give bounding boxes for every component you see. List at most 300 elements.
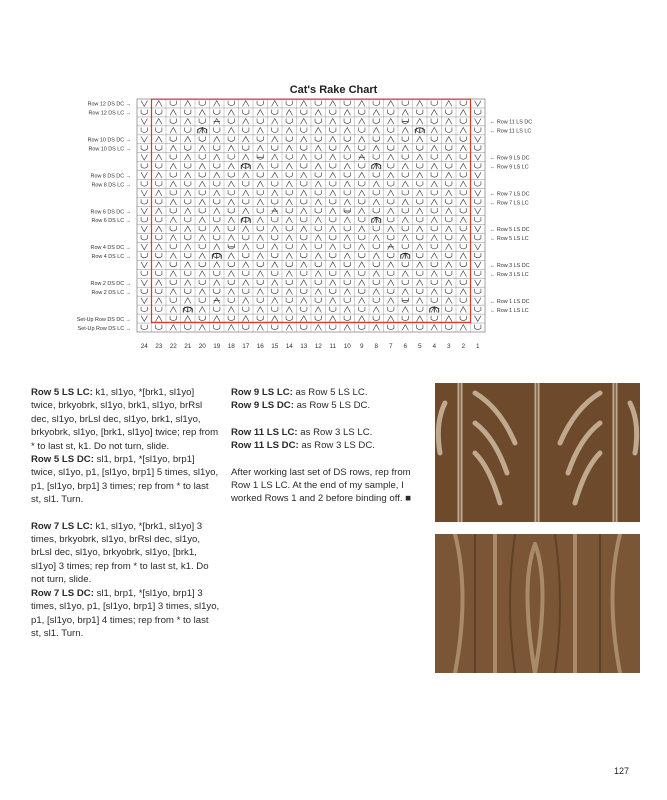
- stitch-symbol: [359, 226, 365, 232]
- stitch-symbol: [286, 101, 292, 106]
- stitch-symbol: [330, 190, 336, 196]
- stitch-symbol: [475, 280, 481, 286]
- stitch-symbol: [301, 316, 307, 322]
- stitch-symbol: [257, 271, 263, 277]
- stitch-symbol: [170, 110, 176, 116]
- stitch-symbol: [185, 163, 191, 168]
- stitch-symbol: [257, 253, 263, 259]
- stitch-symbol: [199, 154, 205, 159]
- stitch-symbol: [257, 127, 263, 133]
- stitch-symbol: [286, 136, 292, 141]
- stitch-symbol: [170, 172, 176, 177]
- stitch-symbol: [388, 190, 394, 196]
- stitch-symbol: [315, 253, 321, 259]
- stitch-symbol: [460, 226, 466, 231]
- chart-title: Cat's Rake Chart: [289, 84, 378, 96]
- stitch-symbol: [243, 316, 249, 322]
- stitch-symbol: [286, 307, 292, 313]
- stitch-symbol: [257, 190, 263, 195]
- stitch-symbol: [359, 101, 365, 107]
- stitch-symbol: [315, 154, 321, 159]
- row-label-left: Row 4 DS DC →: [90, 245, 131, 252]
- stitch-symbol: [301, 172, 307, 178]
- stitch-symbol: [475, 208, 481, 214]
- stitch-symbol: [243, 136, 249, 142]
- stitch-symbol: [185, 298, 191, 304]
- column-number: 24: [140, 343, 148, 350]
- stitch-symbol: [170, 199, 176, 205]
- stitch-symbol: [257, 208, 263, 213]
- stitch-symbol: [272, 280, 278, 286]
- stitch-symbol: [170, 298, 176, 303]
- instruction-row11-dc: [231, 439, 411, 452]
- row-label-left: Row 2 DS LC →: [91, 289, 131, 296]
- stitch-symbol: [214, 289, 220, 294]
- stitch-symbol: [315, 208, 321, 213]
- stitch-symbol: [156, 119, 162, 125]
- stitch-symbol: [388, 119, 394, 125]
- stitch-symbol: [417, 181, 423, 186]
- stitch-symbol: [315, 325, 321, 331]
- stitch-symbol: [431, 145, 437, 151]
- stitch-symbol: [257, 119, 263, 124]
- stitch-symbol: [243, 145, 249, 150]
- stitch-symbol: [315, 136, 321, 141]
- stitch-symbol: [257, 136, 263, 141]
- stitch-symbol: [402, 271, 408, 277]
- stitch-symbol: [446, 172, 452, 178]
- stitch-symbol: [301, 119, 307, 125]
- stitch-symbol: [388, 226, 394, 232]
- stitch-symbol: [315, 307, 321, 313]
- stitch-symbol: [185, 172, 191, 178]
- stitch-symbol: [446, 181, 452, 186]
- stitch-symbol: [359, 289, 365, 294]
- stitch-symbol: [257, 244, 263, 249]
- stitch-symbol: [185, 262, 191, 268]
- stitch-symbol: [330, 154, 336, 160]
- instruction-body: as Row 5 LS DC.: [293, 400, 371, 412]
- stitch-symbol: [156, 181, 162, 186]
- stitch-symbol: [315, 271, 321, 277]
- stitch-symbol: [257, 289, 263, 295]
- stitch-symbol: [272, 316, 278, 322]
- stitch-symbol: [388, 235, 394, 240]
- stitch-symbol: [330, 289, 336, 294]
- stitch-symbol: [431, 136, 437, 141]
- stitch-symbol: [417, 199, 423, 204]
- stitch-symbol: [373, 172, 379, 177]
- stitch-symbol: [330, 298, 336, 304]
- stitch-symbol: [475, 235, 481, 240]
- stitch-symbol: [373, 325, 379, 331]
- stitch-symbol: [214, 262, 220, 268]
- stitch-symbol: [446, 253, 452, 258]
- row-label-right: ← Row 9 LS DC: [490, 155, 530, 162]
- row-label-left: Set-Up Row DS DC →: [76, 316, 131, 323]
- stitch-symbol: [199, 136, 205, 141]
- stitch-symbol: [272, 145, 278, 150]
- stitch-symbol: [460, 298, 466, 303]
- stitch-symbol: [301, 199, 307, 204]
- stitch-symbol: [156, 235, 162, 240]
- stitch-symbol: [301, 190, 307, 196]
- stitch-symbol: [359, 110, 365, 115]
- stitch-symbol: [199, 307, 205, 313]
- stitch-symbol: [388, 110, 394, 115]
- stitch-symbol: [446, 316, 452, 322]
- stitch-symbol: [141, 244, 147, 250]
- stitch-symbol: [475, 163, 481, 168]
- stitch-symbol: [344, 181, 350, 187]
- stitch-symbol: [170, 119, 176, 124]
- stitch-symbol: [272, 190, 278, 196]
- stitch-symbol: [156, 208, 162, 214]
- stitch-symbol: [286, 235, 292, 241]
- stitch-symbol: [388, 307, 394, 312]
- stitch-symbol: [141, 136, 147, 142]
- stitch-symbol: [257, 262, 263, 267]
- stitch-symbol: [315, 190, 321, 195]
- stitch-symbol: [170, 262, 176, 267]
- stitch-symbol: [199, 145, 205, 151]
- stitch-symbol: [185, 253, 191, 258]
- stitch-symbol: [156, 280, 162, 286]
- knit-swatch-photo-back: [435, 534, 640, 673]
- stitch-symbol: [301, 271, 307, 276]
- stitch-symbol: [402, 235, 408, 241]
- stitch-symbol: [460, 163, 466, 169]
- stitch-symbol: [301, 244, 307, 250]
- stitch-symbol: [330, 163, 336, 168]
- stitch-symbol: [475, 101, 481, 107]
- instruction-label: Row 5 LS DC:: [31, 454, 94, 466]
- stitch-symbol: [460, 127, 466, 133]
- stitch-symbol: [185, 226, 191, 232]
- instruction-body: k1, sl1yo, *[brk1, sl1yo] 3 times, brkyobrk, sl1yo, brRsl dec, sl1yo, brLsl dec, sl1yo, brkyobrk, sl1yo, [brk1, sl1yo] 3 times; rep from * to last st, k1. Do not turn, slide.: [31, 520, 209, 586]
- stitch-symbol: [431, 154, 437, 159]
- stitch-symbol: [228, 253, 234, 259]
- stitch-symbol: [286, 199, 292, 205]
- stitch-symbol: [460, 208, 466, 213]
- stitch-symbol: [257, 235, 263, 241]
- stitch-symbol: [460, 110, 466, 116]
- stitch-symbol: [344, 145, 350, 151]
- stitch-symbol: [359, 172, 365, 178]
- column-number: 15: [271, 343, 279, 350]
- stitch-symbol: [373, 199, 379, 205]
- stitch-symbol: [286, 217, 292, 223]
- stitch-symbol: [156, 271, 162, 276]
- stitch-symbol: [344, 316, 350, 321]
- stitch-symbol: [359, 325, 365, 330]
- stitch-symbol: [417, 145, 423, 150]
- stitch-symbol: [156, 253, 162, 258]
- stitch-symbol: [344, 262, 350, 267]
- stitch-symbol: [344, 244, 350, 249]
- stitch-symbol: [185, 208, 191, 214]
- stitch-symbol: [243, 154, 249, 160]
- stitch-symbol: [228, 217, 234, 223]
- stitch-symbol: [388, 145, 394, 150]
- stitch-symbol: [199, 110, 205, 116]
- stitch-symbol: [156, 316, 162, 322]
- stitch-symbol: [315, 298, 321, 303]
- stitch-symbol: [214, 145, 220, 150]
- stitch-symbol: [301, 262, 307, 268]
- stitch-symbol: [243, 110, 249, 115]
- stitch-symbol: [475, 298, 481, 304]
- instruction-body: k1, sl1yo, *[brk1, sl1yo] twice, brkyobrk, sl1yo, brk1, sl1yo, brRsl dec, sl1yo, brLsl dec, sl1yo, brk1, sl1yo, brkyobrk, sl1yo, [brk1, sl1yo] twice; rep from * to last st, k1. Do not turn, slide.: [31, 387, 219, 452]
- stitch-symbol: [402, 217, 408, 223]
- stitch-symbol: [286, 316, 292, 321]
- stitch-symbol: [344, 325, 350, 331]
- column-number: 18: [227, 343, 235, 350]
- stitch-symbol: [431, 163, 437, 169]
- stitch-symbol: [214, 101, 220, 107]
- stitch-symbol: [199, 253, 205, 259]
- column-number: 16: [256, 343, 264, 350]
- stitch-symbol: [170, 280, 176, 285]
- stitch-symbol: [156, 163, 162, 168]
- stitch-symbol: [359, 253, 365, 258]
- stitch-symbol: [272, 262, 278, 268]
- stitch-symbol: [359, 127, 365, 132]
- stitch-symbol: [417, 262, 423, 268]
- stitch-symbol: [301, 217, 307, 222]
- stitch-symbol: [402, 163, 408, 169]
- stitch-symbol: [315, 235, 321, 241]
- instruction-row5-dc: [31, 453, 221, 507]
- stitch-symbol: [417, 154, 423, 160]
- stitch-symbol: [156, 172, 162, 178]
- stitch-symbol: [141, 199, 147, 204]
- stitch-symbol: [286, 145, 292, 151]
- stitch-symbol: [301, 226, 307, 232]
- stitch-symbol: [286, 181, 292, 187]
- stitch-symbol: [359, 298, 365, 304]
- stitch-symbol: [141, 307, 147, 312]
- stitch-symbol: [185, 127, 191, 132]
- stitch-symbol: [475, 145, 481, 150]
- stitch-symbol: [199, 280, 205, 285]
- stitch-symbol: [228, 244, 234, 249]
- stitch-symbol: [315, 244, 321, 249]
- stitch-symbol: [286, 325, 292, 331]
- stitch-symbol: [344, 172, 350, 177]
- stitch-symbol: [431, 172, 437, 177]
- stitch-symbol: [446, 271, 452, 276]
- instruction-label: Row 7 LS DC:: [31, 587, 94, 599]
- stitch-symbol: [199, 190, 205, 195]
- stitch-symbol: [214, 181, 220, 186]
- stitch-symbol: [156, 289, 162, 294]
- stitch-symbol: [228, 172, 234, 177]
- stitch-symbol: [373, 235, 379, 241]
- stitch-symbol: [156, 217, 162, 222]
- stitch-symbol: [141, 316, 147, 322]
- stitch-symbol: [359, 119, 365, 125]
- stitch-symbol: [373, 145, 379, 151]
- stitch-symbol: [330, 145, 336, 150]
- stitch-symbol: [286, 262, 292, 267]
- stitch-symbol: [228, 101, 234, 106]
- stitch-symbol: [460, 154, 466, 159]
- stitch-symbol: [344, 289, 350, 295]
- stitch-symbol: [257, 181, 263, 187]
- stitch-symbol: [431, 190, 437, 195]
- stitch-symbol: [228, 110, 234, 116]
- row-label-right: ← Row 5 LS DC: [490, 227, 530, 234]
- stitch-symbol: [214, 271, 220, 276]
- stitch-symbol: [460, 307, 466, 313]
- stitch-symbol: [446, 217, 452, 222]
- stitch-symbol: [402, 244, 408, 249]
- stitch-symbol: [301, 145, 307, 150]
- stitch-symbol: [185, 199, 191, 204]
- row-label-left: Row 10 DS DC →: [87, 137, 131, 144]
- stitch-symbol: [301, 208, 307, 214]
- column-number: 17: [242, 343, 250, 350]
- column-number: 8: [374, 343, 379, 350]
- stitch-symbol: [373, 136, 379, 141]
- stitch-symbol: [373, 181, 379, 187]
- stitch-symbol: [141, 172, 147, 178]
- stitch-symbol: [228, 154, 234, 159]
- stitch-symbol: [141, 217, 147, 222]
- stitch-symbol: [431, 235, 437, 241]
- stitch-symbol: [185, 145, 191, 150]
- column-number: 10: [343, 343, 351, 350]
- stitch-symbol: [185, 325, 191, 330]
- row-label-left: Row 6 DS LC →: [91, 218, 131, 225]
- stitch-symbol: [417, 235, 423, 240]
- stitch-symbol: [315, 262, 321, 267]
- instruction-body: sl1, brp1, *[sl1yo, brp1] 3 times, sl1yo, p1, [sl1yo, brp1] 3 times, sl1yo, p1, [sl1yo, brp1] 4 times; rep from * to last st, sl1. Turn.: [31, 587, 220, 639]
- stitch-symbol: [475, 154, 481, 160]
- stitch-symbol: [460, 325, 466, 331]
- knitting-chart: [0, 0, 667, 360]
- stitch-symbol: [373, 226, 379, 231]
- stitch-symbol: [301, 110, 307, 115]
- stitch-symbol: [199, 181, 205, 187]
- stitch-symbol: [301, 289, 307, 294]
- stitch-symbol: [460, 172, 466, 177]
- stitch-symbol: [388, 280, 394, 286]
- stitch-symbol: [286, 154, 292, 159]
- stitch-symbol: [344, 154, 350, 159]
- stitch-symbol: [243, 181, 249, 186]
- instruction-row7-lc: [31, 520, 221, 587]
- stitch-symbol: [272, 127, 278, 132]
- stitch-symbol: [243, 235, 249, 240]
- stitch-symbol: [388, 298, 394, 304]
- stitch-symbol: [243, 280, 249, 286]
- stitch-symbol: [388, 154, 394, 160]
- stitch-symbol: [286, 163, 292, 169]
- stitch-symbol: [446, 127, 452, 132]
- stitch-symbol: [460, 289, 466, 295]
- stitch-symbol: [243, 199, 249, 204]
- stitch-symbol: [446, 101, 452, 107]
- instruction-body: as Row 3 LS DC.: [298, 440, 375, 452]
- stitch-symbol: [301, 181, 307, 186]
- stitch-symbol: [243, 307, 249, 312]
- stitch-symbol: [330, 262, 336, 268]
- row-label-right: ← Row 1 LS LC: [490, 307, 529, 314]
- stitch-symbol: [431, 289, 437, 295]
- row-label-left: Row 10 DS LC →: [88, 146, 131, 153]
- row-label-left: Set-Up Row DS LC →: [77, 325, 131, 332]
- stitch-symbol: [388, 199, 394, 204]
- stitch-symbol: [330, 226, 336, 232]
- stitch-symbol: [286, 289, 292, 295]
- stitch-symbol: [359, 316, 365, 322]
- stitch-symbol: [431, 253, 437, 259]
- stitch-symbol: [243, 325, 249, 330]
- stitch-symbol: [359, 136, 365, 142]
- stitch-symbol: [141, 163, 147, 168]
- stitch-symbol: [214, 235, 220, 240]
- stitch-symbol: [460, 136, 466, 141]
- stitch-symbol: [156, 199, 162, 204]
- stitch-symbol: [301, 253, 307, 258]
- stitch-symbol: [446, 262, 452, 268]
- stitch-symbol: [475, 262, 481, 268]
- stitch-symbol: [214, 110, 220, 115]
- stitch-symbol: [373, 280, 379, 285]
- stitch-symbol: [475, 190, 481, 196]
- stitch-symbol: [417, 190, 423, 196]
- stitch-symbol: [446, 208, 452, 214]
- stitch-symbol: [156, 190, 162, 196]
- stitch-symbol: [170, 208, 176, 213]
- row-label-right: ← Row 3 LS DC: [490, 263, 530, 270]
- stitch-symbol: [170, 145, 176, 151]
- stitch-symbol: [359, 235, 365, 240]
- stitch-symbol: [431, 316, 437, 321]
- stitch-symbol: [286, 280, 292, 285]
- stitch-symbol: [373, 262, 379, 267]
- stitch-symbol: [243, 262, 249, 268]
- stitch-symbol: [257, 110, 263, 116]
- stitch-symbol: [185, 280, 191, 286]
- stitch-symbol: [388, 271, 394, 276]
- stitch-symbol: [460, 262, 466, 267]
- stitch-symbol: [228, 199, 234, 205]
- stitch-symbol: [228, 307, 234, 313]
- row-label-right: ← Row 7 LS DC: [490, 191, 530, 198]
- stitch-symbol: [272, 163, 278, 168]
- stitch-symbol: [446, 136, 452, 142]
- stitch-symbol: [446, 110, 452, 115]
- stitch-symbol: [344, 280, 350, 285]
- stitch-symbol: [417, 271, 423, 276]
- column-number: 2: [461, 343, 466, 350]
- stitch-symbol: [344, 298, 350, 303]
- stitch-symbol: [301, 101, 307, 107]
- stitch-symbol: [272, 199, 278, 204]
- stitch-symbol: [359, 244, 365, 250]
- stitch-symbol: [344, 101, 350, 106]
- stitch-symbol: [185, 154, 191, 160]
- stitch-symbol: [301, 280, 307, 286]
- stitch-symbol: [359, 271, 365, 276]
- stitch-symbol: [170, 235, 176, 241]
- stitch-symbol: [243, 298, 249, 304]
- stitch-symbol: [475, 217, 481, 222]
- stitch-symbol: [373, 244, 379, 249]
